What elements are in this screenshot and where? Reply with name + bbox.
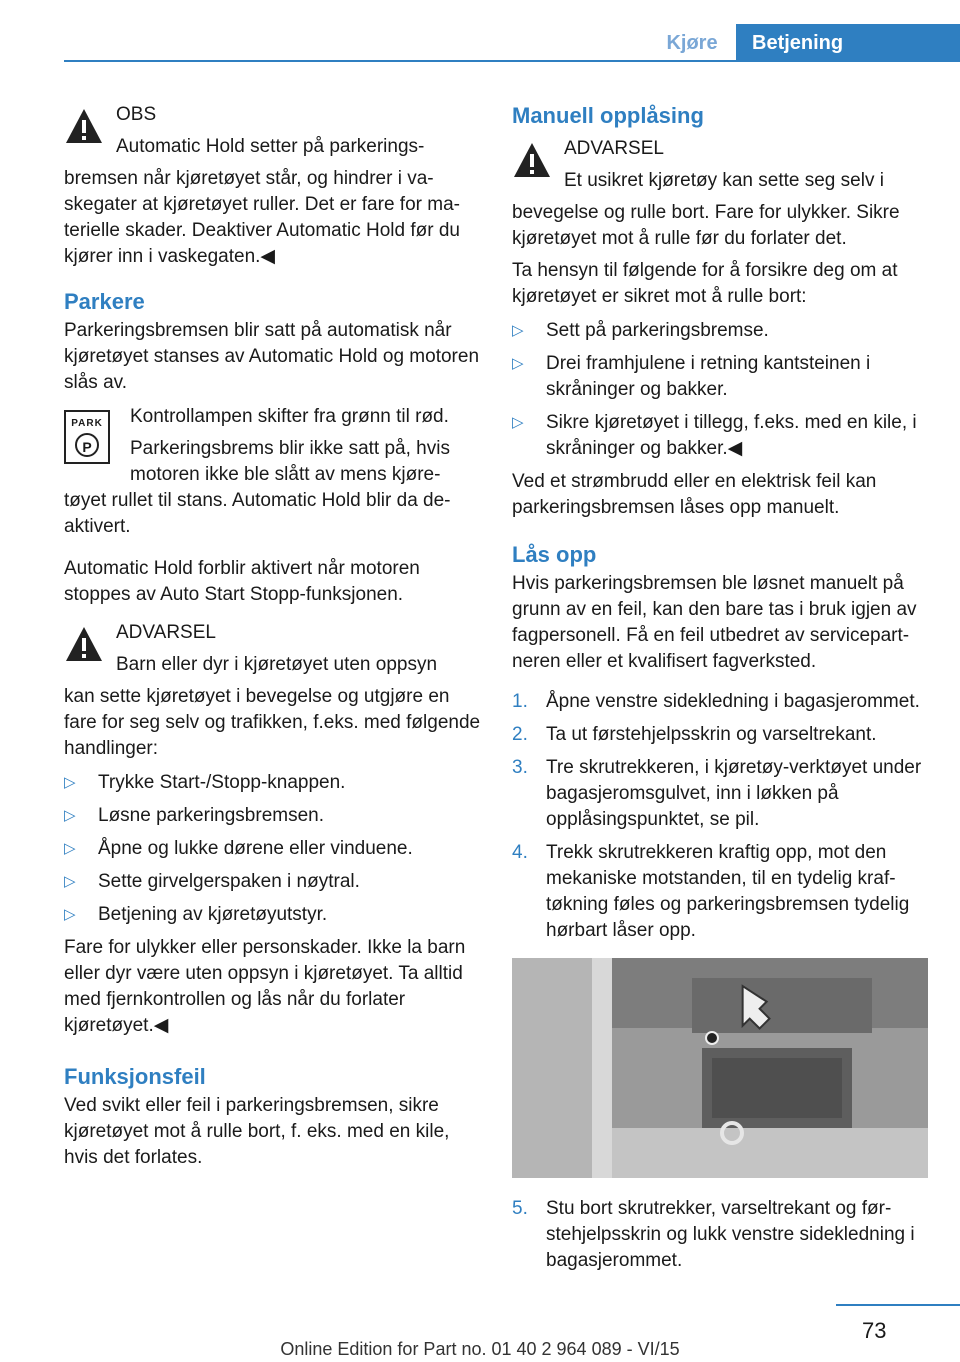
triangle-bullet-icon: ▷ <box>64 774 76 791</box>
step-number: 2. <box>512 724 528 745</box>
list-item <box>64 803 482 829</box>
heading-funksjonsfeil: Funksjonsfeil <box>64 1064 206 1089</box>
list-item-text: Trykke Start-/Stopp-knappen. <box>98 772 346 793</box>
heading-manuell-opplasing: Manuell opplåsing <box>512 103 704 128</box>
page-number: 73 <box>862 1318 887 1343</box>
advarsel-first-line: Et usikret kjøretøy kan sette seg selv i <box>564 170 884 191</box>
step-number: 1. <box>512 691 528 712</box>
list-item <box>64 836 482 862</box>
trunk-photo-illustration <box>512 958 928 1178</box>
las-opp-text: Hvis parkeringsbremsen ble løsnet manuelt på grunn av en feil, kan den bare tas i bruk igjen av fagpersonell. Få en feil utbedret av servicepartneren eller et kvalifisert fagverksted. <box>512 573 917 672</box>
park-lamp-block <box>64 404 482 540</box>
list-item <box>512 410 928 462</box>
advarsel-list <box>64 770 482 928</box>
step-text: Trekk skrutrekkeren kraftig opp, mot den mekaniske motstanden, til en tydelig kraftøkning føles og parkeringsbremsen tydelig hørbart låser opp. <box>546 842 910 941</box>
triangle-bullet-icon: ▷ <box>64 906 76 923</box>
warning-icon <box>512 140 552 180</box>
tab-betjening[interactable]: Betjening <box>736 24 960 62</box>
step-text: Ta ut førstehjelpsskrin og varseltrekant. <box>546 724 877 745</box>
advarsel-notice-right <box>512 136 928 252</box>
warning-icon <box>64 624 104 664</box>
list-item <box>64 770 482 796</box>
list-item <box>64 869 482 895</box>
right-column <box>512 102 928 1282</box>
park-lamp-symbol: P <box>75 433 99 457</box>
steps-list-continued <box>512 1196 928 1274</box>
list-item <box>512 318 928 344</box>
trunk-photo <box>512 958 928 1178</box>
advarsel-notice <box>64 620 482 762</box>
parkere-text: Parkeringsbremsen blir satt på automatisk når kjøretøyet stanses av Automatic Hold og motoren slås av. <box>64 320 480 393</box>
heading-parkere: Parkere <box>64 289 145 314</box>
triangle-bullet-icon: ▷ <box>64 873 76 890</box>
list-item-text: Åpne og lukke dørene eller vinduene. <box>98 838 413 859</box>
list-item-text: Løsne parkeringsbremsen. <box>98 805 324 826</box>
lamp-text-1: Kontrollampen skifter fra grønn til rød. <box>130 406 449 427</box>
secure-list <box>512 318 928 462</box>
step-text: Stu bort skrutrekker, varseltrekant og førstehjelpsskrin og lukk venstre sidekledning i bagasjerommet. <box>546 1198 915 1271</box>
triangle-bullet-icon: ▷ <box>64 840 76 857</box>
steps-list <box>512 689 928 944</box>
obs-title: OBS <box>116 104 157 125</box>
list-item <box>512 755 928 833</box>
list-item <box>512 689 928 715</box>
list-item <box>512 722 928 748</box>
list-item <box>512 351 928 403</box>
advarsel-after: Fare for ulykker eller personskader. Ikke la barn eller dyr være uten oppsyn i kjøretøyet. Ta alltid med fjernkontrollen og lås når du forlater kjøretøyet.◀ <box>64 937 466 1036</box>
obs-first-line: Automatic Hold setter på parkerings- <box>116 136 425 157</box>
parkere-para2: Automatic Hold forblir aktivert når motoren stoppes av Auto Start Stopp-funksjonen. <box>64 558 420 605</box>
triangle-bullet-icon: ▷ <box>64 807 76 824</box>
list-item <box>64 902 482 928</box>
advarsel-text: bevegelse og rulle bort. Fare for ulykker. Sikre kjøretøyet mot å rulle før du forlater det. <box>512 202 900 249</box>
list-item-text: Sett på parkeringsbremse. <box>546 320 769 341</box>
step-text: Åpne venstre sidekledning i bagasjerommet. <box>546 691 920 712</box>
obs-text: bremsen når kjøretøyet står, og hindrer i vaskegater at kjøretøyet ruller. Det er fare for materielle skader. Deaktiver Automatic Hold før du kjører inn i vaskegaten.◀ <box>64 168 461 267</box>
step-number: 3. <box>512 757 528 778</box>
advarsel-title: ADVARSEL <box>116 622 216 643</box>
warning-icon <box>64 106 104 146</box>
list-item-text: Betjening av kjøretøyutstyr. <box>98 904 328 925</box>
list-item <box>512 840 928 944</box>
park-lamp-label: PARK <box>71 418 103 429</box>
footer-rule <box>836 1304 960 1306</box>
funksjonsfeil-text: Ved svikt eller feil i parkeringsbremsen, sikre kjøretøyet mot å rulle bort, f. eks. med en kile, hvis det forlates. <box>64 1095 450 1168</box>
advarsel-text: kan sette kjøretøyet i bevegelse og utgjøre en fare for seg selv og trafikken, f.eks. med følgende handlinger: <box>64 686 481 759</box>
footer-edition: Online Edition for Part no. 01 40 2 964 089 - VI/15 <box>280 1339 680 1359</box>
triangle-bullet-icon: ▷ <box>512 322 524 339</box>
step-text: Tre skrutrekkeren, i kjøretøy-verktøyet under bagasjeromsgulvet, inn i løkken på opplåsingspunktet, se pil. <box>546 757 922 830</box>
advarsel-first-line: Barn eller dyr i kjøretøyet uten oppsyn <box>116 654 438 675</box>
lamp-text-2c: tøyet rullet til stans. Automatic Hold blir da deaktivert. <box>64 490 451 537</box>
step-number: 4. <box>512 842 528 863</box>
step-number: 5. <box>512 1198 528 1219</box>
tab-kjore[interactable]: Kjøre <box>666 32 718 54</box>
lamp-text-2a: Parkeringsbrems blir ikke satt på, hvis <box>130 438 450 459</box>
park-lamp-icon <box>64 410 110 464</box>
list-item-text: Drei framhjulene i retning kantsteinen i skråninger og bakker. <box>546 353 871 400</box>
list-item-text: Sikre kjøretøyet i tillegg, f.eks. med en kile, i skråninger og bakker.◀ <box>546 412 917 459</box>
left-column <box>64 102 482 1171</box>
triangle-bullet-icon: ▷ <box>512 355 524 372</box>
heading-las-opp: Lås opp <box>512 542 597 567</box>
lamp-text-2b: motoren ikke ble slått av mens kjøre- <box>130 464 441 485</box>
advarsel-title: ADVARSEL <box>564 138 664 159</box>
intro-text: Ta hensyn til følgende for å forsikre deg om at kjøretøyet er sikret mot å rulle bort: <box>512 260 898 307</box>
triangle-bullet-icon: ▷ <box>512 414 524 431</box>
list-item <box>512 1196 928 1274</box>
power-failure-text: Ved et strømbrudd eller en elektrisk feil kan parkeringsbremsen låses opp manuelt. <box>512 471 877 518</box>
obs-notice <box>64 102 482 270</box>
list-item-text: Sette girvelgerspaken i nøytral. <box>98 871 360 892</box>
